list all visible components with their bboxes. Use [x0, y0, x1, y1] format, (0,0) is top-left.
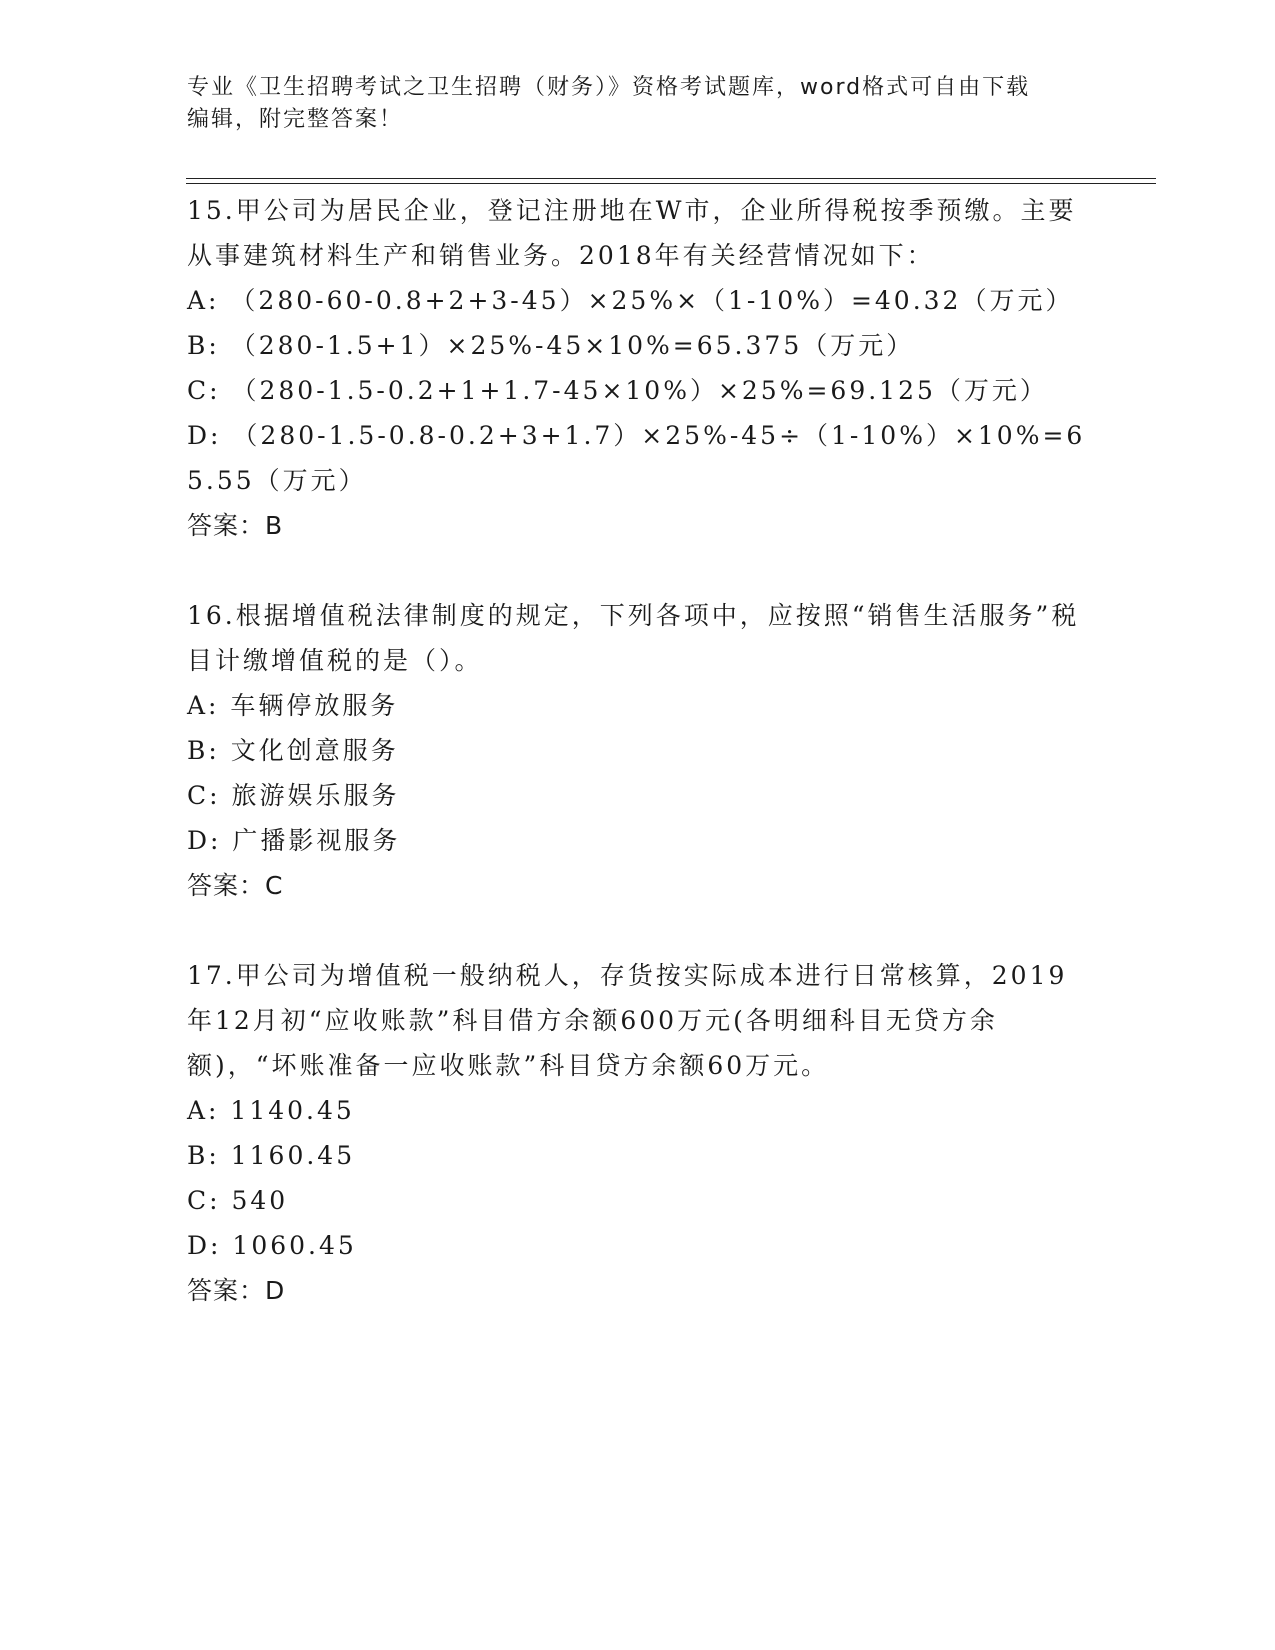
header-divider-bottom — [186, 183, 1156, 184]
answer: 答案：B — [187, 511, 284, 540]
option-b: B: 1160.45 — [187, 1141, 356, 1170]
question-text: 16.根据增值税法律制度的规定，下列各项中，应按照“销售生活服务”税目计缴增值税的是（）。 — [187, 601, 1080, 675]
question-text: 17.甲公司为增值税一般纳税人，存货按实际成本进行日常核算，2019年12月初“应收账款”科目借方余额600万元(各明细科目无贷方余额)，“坏账准备一应收账款”科目贷方余额60万元。 — [187, 961, 1068, 1080]
option-b: B: 文化创意服务 — [187, 736, 399, 765]
answer: 答案：C — [187, 871, 284, 900]
question-16 — [187, 593, 1087, 908]
option-c: C: 540 — [187, 1186, 289, 1215]
question-15 — [187, 188, 1087, 548]
option-d: D: 广播影视服务 — [187, 826, 401, 855]
document-header: 专业《卫生招聘考试之卫生招聘（财务）》资格考试题库，word格式可自由下载 编辑，附完整答案！ — [187, 75, 1031, 132]
option-d: D: 1060.45 — [187, 1231, 357, 1260]
option-a: A: 1140.45 — [187, 1096, 355, 1125]
option-d: D: （280-1.5-0.8-0.2+3+1.7）×25%-45÷（1-10%）×10%=65.55（万元） — [187, 421, 1086, 495]
option-a: A: 车辆停放服务 — [187, 691, 399, 720]
answer: 答案：D — [187, 1276, 286, 1305]
question-text: 15.甲公司为居民企业，登记注册地在W市，企业所得税按季预缴。主要从事建筑材料生产和销售业务。2018年有关经营情况如下： — [187, 196, 1077, 270]
option-c: C: （280-1.5-0.2+1+1.7-45×10%）×25%=69.125（万元） — [187, 376, 1048, 405]
option-b: B: （280-1.5+1）×25%-45×10%=65.375（万元） — [187, 331, 915, 360]
option-c: C: 旅游娱乐服务 — [187, 781, 400, 810]
question-17 — [187, 953, 1087, 1313]
option-a: A: （280-60-0.8+2+3-45）×25%×（1-10%）=40.32（万元） — [187, 286, 1074, 315]
question-list — [187, 188, 1087, 1358]
header-divider-top — [186, 178, 1156, 179]
